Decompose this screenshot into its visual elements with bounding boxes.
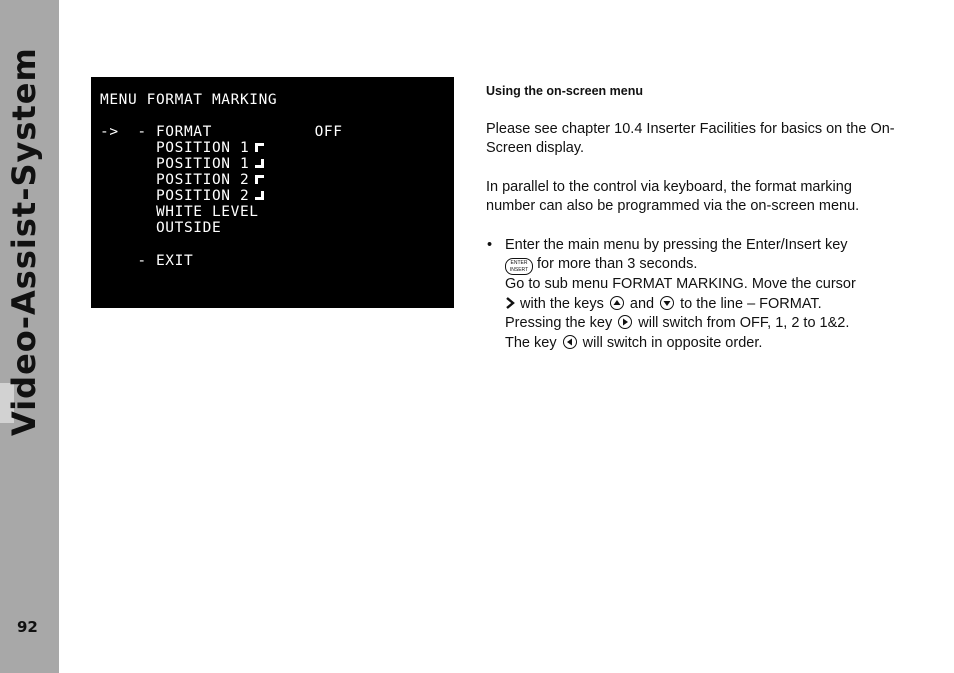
menu-position-2-bottom-line: POSITION 2 <box>100 188 264 204</box>
paragraph-1: Please see chapter 10.4 Inserter Facilities for basics on the On-Screen display. <box>486 120 895 156</box>
instructions <box>486 82 896 353</box>
right-key-icon <box>618 315 632 329</box>
bullet-line-5: Pressing the key will switch from OFF, 1, 2 to 1&2. <box>505 315 850 331</box>
left-key-icon <box>563 335 577 349</box>
onscreen-menu-display <box>91 77 454 308</box>
menu-position-2-top-line: POSITION 2 <box>100 172 264 188</box>
sidebar <box>0 0 59 673</box>
bullet-item <box>486 236 896 354</box>
enter-insert-key-icon: ENTER INSERT <box>505 258 533 275</box>
bullet-line-1: Enter the main menu by pressing the Enter/Insert key <box>505 236 848 253</box>
menu-format-line: -> - FORMAT OFF <box>100 124 343 140</box>
cursor-chevron-icon <box>505 297 515 309</box>
bullet-dot: • <box>487 236 493 253</box>
corner-top-left-icon <box>255 175 264 184</box>
corner-bottom-right-icon <box>255 191 264 200</box>
up-key-icon <box>610 296 624 310</box>
bullet-line-2: ENTER INSERT for more than 3 seconds. <box>505 255 896 275</box>
corner-bottom-right-icon <box>255 159 264 168</box>
menu-position-1-bottom-line: POSITION 1 <box>100 156 264 172</box>
down-key-icon <box>660 296 674 310</box>
bullet-line-6: The key will switch in opposite order. <box>505 334 763 351</box>
menu-title-line: MENU FORMAT MARKING <box>100 92 278 108</box>
menu-white-level-line: WHITE LEVEL <box>100 204 259 220</box>
bullet-line-3: Go to sub menu FORMAT MARKING. Move the cursor <box>505 276 856 292</box>
section-heading: Using the on-screen menu <box>486 84 643 98</box>
bullet-line-4: with the keys and to the line – FORMAT. <box>505 295 896 315</box>
menu-exit-line: - EXIT <box>100 253 194 269</box>
paragraph-2: In parallel to the control via keyboard, the format marking number can also be programmed via the on-screen menu. <box>486 178 860 214</box>
menu-position-1-top-line: POSITION 1 <box>100 140 264 156</box>
menu-outside-line: OUTSIDE <box>100 220 222 236</box>
page-number: 92 <box>17 618 38 636</box>
sidebar-title: Video-Assist-System <box>5 47 43 436</box>
corner-top-left-icon <box>255 143 264 152</box>
